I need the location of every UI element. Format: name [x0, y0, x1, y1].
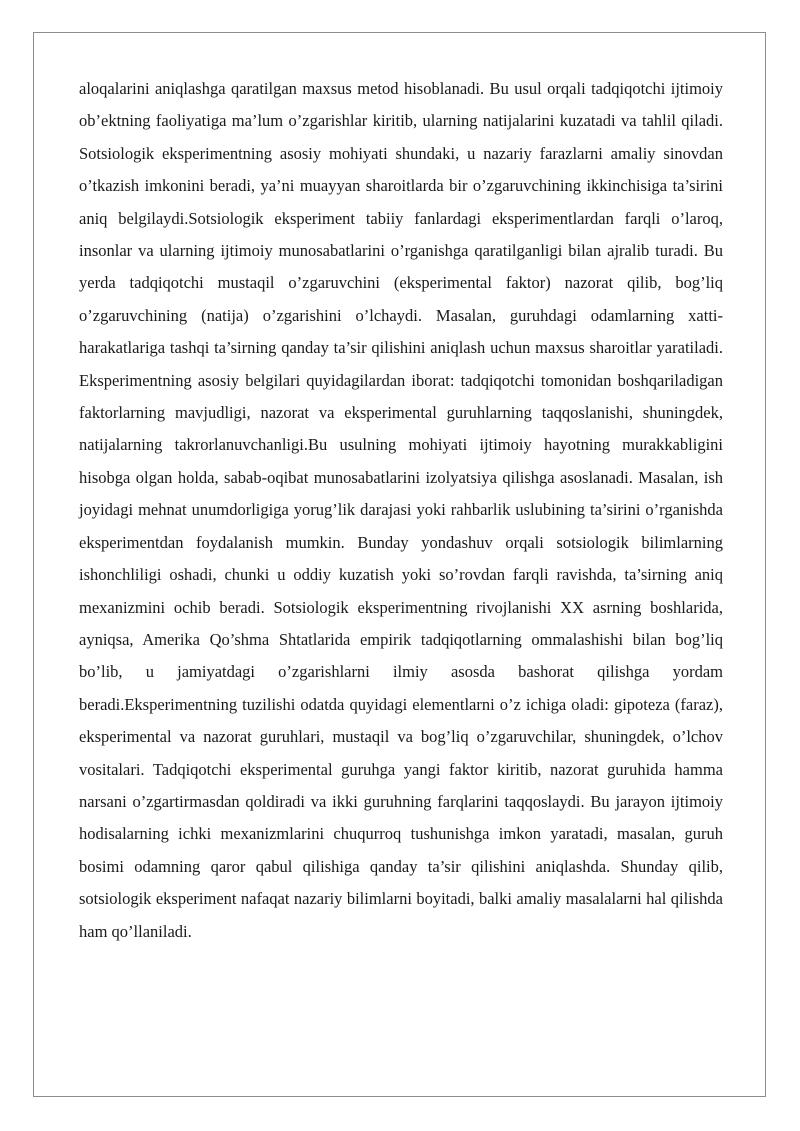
- body-paragraph: aloqalarini aniqlashga qaratilgan maxsus metod hisoblanadi. Bu usul orqali tadqiqotchi ijtimoiy ob’ektning faoliyatiga ma’lum o’zgarishlar kiritib, ularning natijalarini kuzatadi va tahlil qiladi. Sotsiologik eksperimentning asosiy mohiyati shundaki, u nazariy farazlarni amaliy sinovdan o’tkazish imkonini beradi, ya’ni muayyan sharoitlarda bir o’zgaruvchining ikkinchisiga ta’sirini aniq belgilaydi.Sotsiologik eksperiment tabiiy fanlardagi eksperimentlardan farqli o’laroq, insonlar va ularning ijtimoiy munosabatlarini o’rganishga qaratilganligi bilan ajralib turadi. Bu yerda tadqiqotchi mustaqil o’zgaruvchini (eksperimental faktor) nazorat qilib, bog’liq o’zgaruvchining (natija) o’zgarishini o’lchaydi. Masalan, guruhdagi odamlarning xatti-harakatlariga tashqi ta’sirning qanday ta’sir qilishini aniqlash uchun maxsus sharoitlar yaratiladi. Eksperimentning asosiy belgilari quyidagilardan iborat: tadqiqotchi tomonidan boshqariladigan faktorlarning mavjudligi, nazorat va eksperimental guruhlarning taqqoslanishi, shuningdek, natijalarning takrorlanuvchanligi.Bu usulning mohiyati ijtimoiy hayotning murakkabligini hisobga olgan holda, sabab-oqibat munosabatlarini izolyatsiya qilishga asoslanadi. Masalan, ish joyidagi mehnat unumdorligiga yorug’lik darajasi yoki rahbarlik uslubining ta’sirini o’rganishda eksperimentdan foydalanish mumkin. Bunday yondashuv orqali sotsiologik bilimlarning ishonchliligi oshadi, chunki u oddiy kuzatish yoki so’rovdan farqli ravishda, ta’sirning aniq mexanizmini ochib beradi. Sotsiologik eksperimentning rivojlanishi XX asrning boshlarida, ayniqsa, Amerika Qo’shma Shtatlarida empirik tadqiqotlarning ommalashishi bilan bog’liq bo’lib, u jamiyatdagi o’zgarishlarni ilmiy asosda bashorat qilishga yordam beradi.Eksperimentning tuzilishi odatda quyidagi elementlarni o’z ichiga oladi: gipoteza (faraz), eksperimental va nazorat guruhlari, mustaqil va bog’liq o’zgaruvchilar, shuningdek, o’lchov vositalari. Tadqiqotchi eksperimental guruhga yangi faktor kiritib, nazorat guruhida hamma narsani o’zgartirmasdan qoldiradi va ikki guruhning farqlarini taqqoslaydi. Bu jarayon ijtimoiy hodisalarning ichki mexanizmlarini chuqurroq tushunishga imkon yaratadi, masalan, guruh bosimi odamning qaror qabul qilishiga qanday ta’sir qilishini aniqlashda. Shunday qilib, sotsiologik eksperiment nafaqat nazariy bilimlarni boyitadi, balki amaliy masalalarni hal qilishda ham qo’llaniladi.: [79, 79, 723, 941]
